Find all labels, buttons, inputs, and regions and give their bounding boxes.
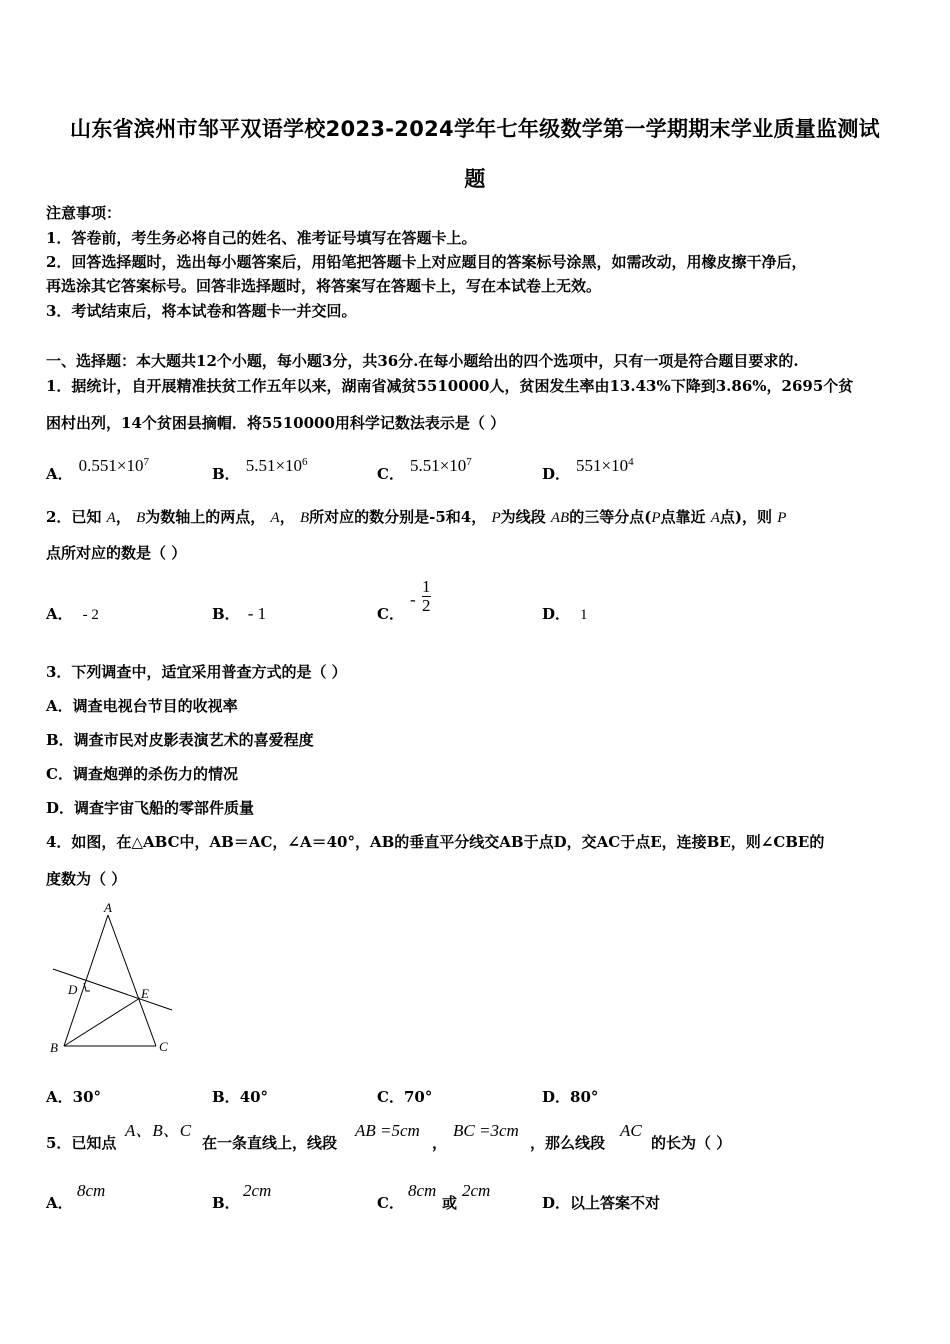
q1-option-b xyxy=(212,456,308,484)
option-math: 551×10 xyxy=(576,456,629,475)
q5-option-c-label: C． xyxy=(377,1194,404,1212)
option-label: A． xyxy=(46,465,73,483)
q2-option-d xyxy=(542,604,588,625)
q4-stem: 4．如图，在△ABC中，AB＝AC，∠A＝40°，AB的垂直平分线交AB于点D，交AC于点E，连接BE，则∠CBE的 xyxy=(46,833,825,851)
option-math: 5.51×10 xyxy=(245,456,303,475)
q5-option-b-label: B． xyxy=(212,1194,240,1212)
q5-points: A、B、C xyxy=(125,1121,192,1140)
q2-text: 所对应的数分别是-5和4， xyxy=(309,508,487,526)
q4-stem-cont: 度数为（ ） xyxy=(46,870,127,888)
option-label: C． xyxy=(377,605,404,623)
q1-stem-cont: 困村出列，14个贫困县摘帽．将5510000用科学记数法表示是（ ） xyxy=(46,414,506,432)
q2-point-a: A xyxy=(710,510,720,526)
q3-option-b: B．调查市民对皮影表演艺术的喜爱程度 xyxy=(46,731,314,749)
note-1: 1．答卷前，考生务必将自己的姓名、准考证号填写在答题卡上。 xyxy=(46,229,477,247)
q4-option-c xyxy=(377,1087,432,1107)
q5-text: 的长为（ ） xyxy=(651,1134,732,1152)
q3-option-a: A．调查电视台节目的收视率 xyxy=(46,697,238,715)
q1-stem: 1．据统计，自开展精准扶贫工作五年以来，湖南省减贫5510000人，贫困发生率由13.43%下降到3.86%，2695个贫 xyxy=(46,377,854,395)
q2-text: ， xyxy=(115,508,131,526)
q5-segment-ac: AC xyxy=(620,1121,642,1140)
option-label: A． xyxy=(46,605,73,623)
option-value: - 1 xyxy=(247,604,267,623)
q5-stem: 5．已知点 xyxy=(46,1134,117,1152)
q2-point-a: A xyxy=(106,510,116,526)
q2-point-p: P xyxy=(491,510,501,526)
option-label: D． xyxy=(542,605,571,623)
label-e: E xyxy=(141,986,149,1001)
option-value: 以上答案不对 xyxy=(570,1194,661,1212)
q2-point-p: P xyxy=(777,510,787,526)
q2-point-p: P xyxy=(651,510,661,526)
option-value: - 2 xyxy=(82,607,99,623)
option-math: 5.51×10 xyxy=(409,456,467,475)
q5-text: ， xyxy=(432,1134,448,1152)
q2-stem-cont: 点所对应的数是（ ） xyxy=(46,544,187,562)
option-value: 40° xyxy=(239,1088,269,1106)
label-a: A xyxy=(104,900,112,915)
q2-text: 为数轴上的两点， xyxy=(145,508,266,526)
q2-text: ， xyxy=(279,508,295,526)
q5-text: ，那么线段 xyxy=(530,1134,606,1152)
note-2-cont: 再选涂其它答案标号。回答非选择题时，将答案写在答题卡上，写在本试卷上无效。 xyxy=(46,277,602,295)
option-label: D． xyxy=(542,1194,571,1212)
q5-ab-length: AB =5cm xyxy=(355,1121,420,1140)
option-label: B． xyxy=(212,1088,240,1106)
segment-be xyxy=(64,998,140,1046)
q2-option-b xyxy=(212,604,266,624)
option-exponent: 6 xyxy=(302,456,308,468)
option-label: B． xyxy=(212,465,240,483)
option-label: D． xyxy=(542,1088,571,1106)
q2-point-b: B xyxy=(136,510,146,526)
q5-option-c-or: 或 xyxy=(442,1194,458,1212)
option-label: C． xyxy=(377,465,404,483)
q2-text: 为线段 xyxy=(500,508,546,526)
option-exponent: 7 xyxy=(143,456,149,468)
page-title-cont: 题 xyxy=(464,167,486,191)
segment-ac xyxy=(108,915,156,1046)
q2-text: 点靠近 xyxy=(660,508,706,526)
q2-text: 的三等分点( xyxy=(569,508,652,526)
q2-segment-ab: AB xyxy=(550,510,570,526)
section-heading: 一、选择题：本大题共12个小题，每小题3分，共36分.在每小题给出的四个选项中，只有一项是符合题目要求的. xyxy=(46,352,799,370)
option-exponent: 4 xyxy=(628,456,634,468)
fraction-denominator: 2 xyxy=(422,596,431,615)
q1-option-c xyxy=(377,456,472,484)
option-exponent: 7 xyxy=(466,456,472,468)
label-d: D xyxy=(68,982,78,997)
q2-stem xyxy=(46,507,786,528)
q1-option-a xyxy=(46,456,149,484)
note-3: 3．考试结束后，将本试卷和答题卡一并交回。 xyxy=(46,302,357,320)
q4-option-d xyxy=(542,1087,598,1107)
q5-option-d xyxy=(542,1193,660,1213)
page-title: 山东省滨州市邹平双语学校2023-2024学年七年级数学第一学期期末学业质量监测试 xyxy=(70,117,880,141)
q5-option-c-value-2: 2cm xyxy=(462,1181,491,1200)
option-value: 1 xyxy=(580,607,588,623)
q2-option-c xyxy=(377,604,404,624)
q3-stem: 3．下列调查中，适宜采用普查方式的是（ ） xyxy=(46,663,347,681)
q5-option-b-value: 2cm xyxy=(243,1181,272,1200)
q2-text: 2．已知 xyxy=(46,508,102,526)
q2-point-a: A xyxy=(270,510,280,526)
q5-option-a-value: 8cm xyxy=(77,1181,106,1200)
q3-option-c: C．调查炮弹的杀伤力的情况 xyxy=(46,765,238,783)
q3-option-d: D．调查宇宙飞船的零部件质量 xyxy=(46,799,255,817)
fraction-sign: - xyxy=(410,590,416,609)
q4-triangle-figure xyxy=(46,900,186,1060)
q2-text: 点)，则 xyxy=(719,508,773,526)
label-b: B xyxy=(50,1040,58,1055)
q2-point-b: B xyxy=(299,510,310,526)
fraction-numerator: 1 xyxy=(422,577,431,596)
q2-option-a xyxy=(46,604,99,625)
fraction xyxy=(422,578,431,615)
option-label: C． xyxy=(377,1088,404,1106)
label-c: C xyxy=(159,1039,168,1054)
q4-option-a xyxy=(46,1087,101,1107)
option-value: 80° xyxy=(570,1088,599,1106)
option-label: D． xyxy=(542,465,571,483)
option-label: A． xyxy=(46,1088,73,1106)
q1-option-d xyxy=(542,456,634,484)
q5-option-a-label: A． xyxy=(46,1194,73,1212)
option-value: 30° xyxy=(72,1088,102,1106)
q4-option-b xyxy=(212,1087,268,1107)
q5-option-c-value-1: 8cm xyxy=(408,1181,437,1200)
option-label: B． xyxy=(212,605,240,623)
note-2: 2．回答选择题时，选出每小题答案后，用铅笔把答题卡上对应题目的答案标号涂黑，如需改动，用橡皮擦干净后， xyxy=(46,253,807,271)
notes-heading: 注意事项： xyxy=(46,204,122,222)
q5-bc-length: BC =3cm xyxy=(453,1121,519,1140)
option-math: 0.551×10 xyxy=(78,456,144,475)
q5-text: 在一条直线上，线段 xyxy=(202,1134,338,1152)
option-value: 70° xyxy=(403,1088,433,1106)
